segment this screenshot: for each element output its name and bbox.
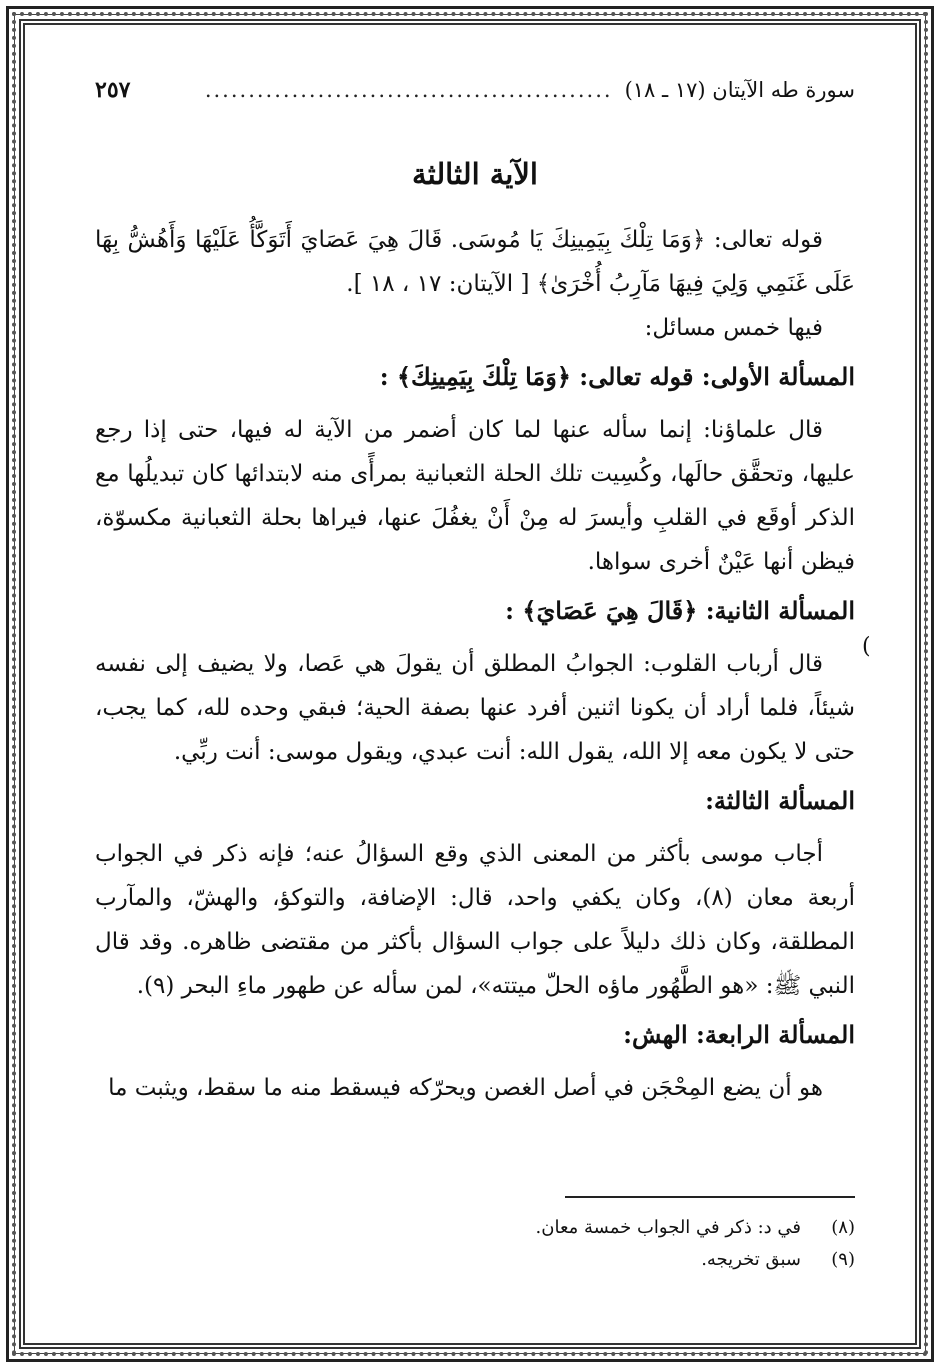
issue4-heading: المسألة الرابعة: الهش: [623,1020,855,1049]
footnote-number: (٨) [831,1217,855,1238]
margin-mark: ( [862,634,871,659]
running-header [95,70,855,110]
footnotes [95,1196,855,1276]
running-title: سورة طه الآيتان (١٧ ـ ١٨) [624,78,855,102]
footnote-rule [565,1196,855,1198]
intro-paragraph: فيها خمس مسائل: [644,315,823,341]
verse-paragraph: قوله تعالى: ﴿وَمَا تِلْكَ بِيَمِينِكَ يَا مُوسَى. قَالَ هِيَ عَصَايَ أَتَوَكَّأُ عَلَيْهَا وَأَهُشُّ بِهَا عَلَى غَنَمِي وَلِيَ فِيهَا مَآرِبُ أُخْرَىٰ﴾ [ الآيتان: ١٧ ، ١٨ ]. [95,227,855,297]
issue1-heading: المسألة الأولى: قوله تعالى: ﴿وَمَا تِلْكَ بِيَمِينِكَ﴾ : [379,362,855,391]
footnote-text: سبق تخريجه. [701,1249,801,1270]
leader-dots: ............................................... [204,78,613,102]
chapter-title: الآية الثالثة [412,157,538,191]
footnote-item [95,1212,855,1244]
footnote-text: في د: ذكر في الجواب خمسة معان. [535,1217,801,1238]
issue1-body: قال علماؤنا: إنما سأله عنها لما كان أضمر من الآية له فيها، حتى إذا رجع عليها، وتحقَّق حالَها، وكُسِيت تلك الحلة الثعبانية بمرأًى منه لابتدائها كان تبديلُها مع الذكر أوقَع في القلبِ وأيسرَ له مِنْ أَنْ يغفُلَ عنها، فيراها بحلة الثعبانية مكسوّة، فيظن أنها عَيْنٌ أخرى سواها. [95,417,855,575]
issue2-body: قال أرباب القلوب: الجوابُ المطلق أن يقولَ هي عَصا، ولا يضيف إلى نفسه شيئاً، فلما أراد أن يكونا اثنين أفرد عنها بصفة الحية؛ فبقي وحده لله، كما يجب، حتى لا يكون معه إلا الله، يقول الله: أنت عبدي، ويقول موسى: أنت ربِّي. [95,651,855,765]
page-content [95,70,855,1110]
footnote-item [95,1244,855,1276]
page-number: ٢٥٧ [95,77,131,103]
issue3-body: أجاب موسى بأكثر من المعنى الذي وقع السؤالُ عنه؛ فإنه ذكر في الجواب أربعة معان (٨)، وكان يكفي واحد، قال: الإضافة، والتوكؤ، والهشّ، والمآرب المطلقة، وكان ذلك دليلاً على جواب السؤال بأكثر من مقتضى ظاهره. وقد قال النبي ﷺ: «هو الطَّهُور ماؤه الحلّ ميتته»، لمن سأله عن طهور ماءِ البحر (٩). [95,841,856,999]
issue3-heading: المسألة الثالثة: [705,786,855,815]
footnote-number: (٩) [831,1249,855,1270]
issue2-heading: المسألة الثانية: ﴿قَالَ هِيَ عَصَايَ﴾ : [505,596,855,625]
issue4-body: هو أن يضع المِحْجَن في أصل الغصن ويحرّكه فيسقط منه ما سقط، ويثبت ما [108,1075,823,1101]
